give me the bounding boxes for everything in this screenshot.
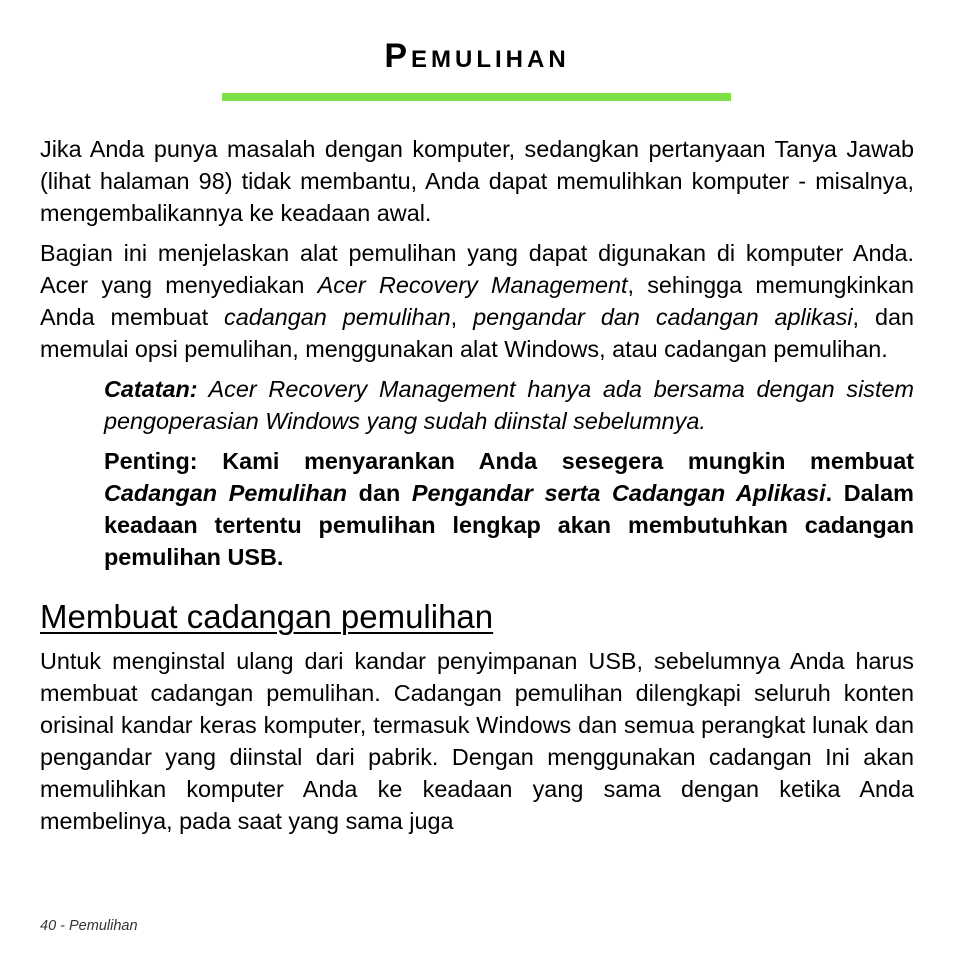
important-term-driver-app-backup: Pengandar serta Cadangan Aplikasi [411,480,826,506]
page-content [40,133,914,845]
page-footer: 40 - Pemulihan [40,918,138,934]
section-body-paragraph: Untuk menginstal ulang dari kandar penyimpanan USB, sebelumnya Anda harus membuat cadangan pemulihan. Cadangan pemulihan dilengkapi seluruh konten orisinal kandar keras komputer, termasuk Windows dan semua perangkat lunak dan pengandar yang diinstal dari pabrik. Dengan menggunakan cadangan Ini akan memulihkan komputer Anda ke keadaan yang sama dengan ketika Anda membelinya, pada saat yang sama juga [40,648,914,834]
intro-p2-text-2: , sehingga memungkinkan Anda membuat [40,272,915,330]
section-heading-text: Membuat cadangan pemulihan [40,598,494,635]
intro-p2-text-1: Bagian ini menjelaskan alat pemulihan yang dapat digunakan di komputer Anda. Acer yang menyediakan [40,240,914,298]
intro-p2-text-3: , [450,304,474,330]
acer-recovery-management-term: Acer Recovery Management [317,272,628,298]
note-text: Acer Recovery Management hanya ada bersama dengan sistem pengoperasian Windows yang sudah diinstal sebelumnya. [104,376,914,434]
important-text-2: dan [347,480,412,506]
important-callout [104,445,914,573]
driver-app-backup-term: pengandar dan cadangan aplikasi [473,304,853,330]
intro-paragraph-2 [40,237,914,365]
page-title: Pemulihan [384,37,570,75]
note-callout [104,373,914,437]
important-term-recovery-backup: Cadangan Pemulihan [104,480,348,506]
intro-paragraph-1: Jika Anda punya masalah dengan komputer, sedangkan pertanyaan Tanya Jawab (lihat halaman 98) tidak membantu, Anda dapat memulihkan komputer - misalnya, mengembalikannya ke keadaan awal. [40,136,914,226]
note-label: Catatan: [104,376,198,402]
title-underline-bar [222,93,731,101]
section-heading [40,595,914,639]
intro-p2-text-4: , dan memulai opsi pemulihan, menggunakan alat Windows, atau cadangan pemulihan. [40,304,914,362]
recovery-backup-term: cadangan pemulihan [224,304,451,330]
important-text-3: . Dalam keadaan tertentu pemulihan lengkap akan membutuhkan cadangan pemulihan USB. [104,480,914,570]
important-text-1: Penting: Kami menyarankan Anda sesegera mungkin membuat [104,448,914,474]
